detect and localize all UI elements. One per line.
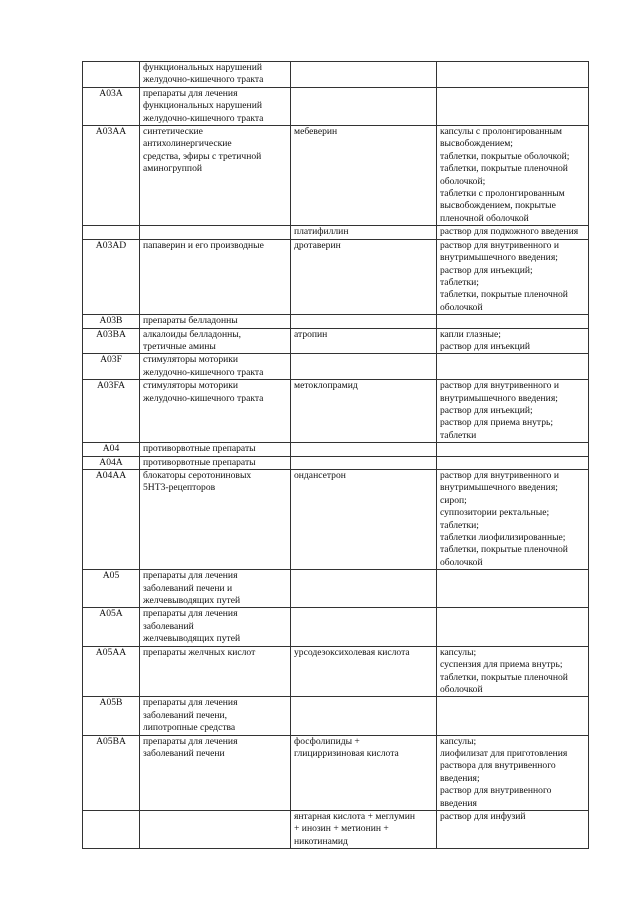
atc-code-cell: A03B xyxy=(83,315,140,328)
cell-line: желудочно-кишечного тракта xyxy=(143,392,264,404)
cell-line: таблетки, покрытые пленочной xyxy=(440,544,568,556)
atc-code-cell: A04 xyxy=(83,443,140,456)
drug-name-cell xyxy=(291,226,437,239)
cell-line: заболеваний печени xyxy=(143,747,225,759)
cell-line: высвобождением; xyxy=(440,138,513,150)
atc-code-cell: A04AA xyxy=(83,470,140,570)
atc-code-cell: A03A xyxy=(83,87,140,125)
cell-line: раствор для внутривенного и xyxy=(440,470,559,481)
cell-line: капсулы; xyxy=(440,735,477,747)
table-row xyxy=(83,697,589,735)
cell-line: раствор для внутривенного и xyxy=(440,239,559,251)
cell-line: препараты желчных кислот xyxy=(143,646,256,658)
table-row xyxy=(83,646,589,697)
cell-line: 5HT3-рецепторов xyxy=(143,482,216,494)
group-cell xyxy=(140,456,291,469)
dosage-form-cell xyxy=(437,470,589,570)
table-row xyxy=(83,570,589,608)
dosage-form-cell xyxy=(437,608,589,646)
cell-line: противорвотные препараты xyxy=(143,456,256,468)
drug-name-cell xyxy=(291,126,437,226)
cell-line: таблетки, покрытые оболочкой; xyxy=(440,150,570,162)
cell-line: раствор для инъекций; xyxy=(440,264,533,276)
table-row xyxy=(83,470,589,570)
table-row xyxy=(83,126,589,226)
table-row xyxy=(83,328,589,354)
cell-line: папаверин и его производные xyxy=(143,239,264,251)
cell-line: заболеваний печени, xyxy=(143,709,228,721)
cell-line: атропин xyxy=(294,328,328,340)
cell-line: противорвотные препараты xyxy=(143,443,256,455)
cell-line: суспензия для приема внутрь; xyxy=(440,659,563,671)
cell-line: аминогруппой xyxy=(143,163,202,175)
cell-line: раствор для внутривенного и xyxy=(440,380,559,392)
drug-name-cell xyxy=(291,315,437,328)
group-cell xyxy=(140,646,291,697)
cell-line: оболочкой xyxy=(440,301,483,313)
cell-line: капли глазные; xyxy=(440,328,501,340)
cell-line: фосфолипиды + xyxy=(294,735,360,747)
group-cell xyxy=(140,87,291,125)
drug-name-cell xyxy=(291,456,437,469)
cell-line: стимуляторы моторики xyxy=(143,354,239,366)
dosage-form-cell xyxy=(437,315,589,328)
table-row xyxy=(83,226,589,239)
drug-name-cell xyxy=(291,646,437,697)
table-row xyxy=(83,239,589,314)
cell-line: сироп; xyxy=(440,494,467,506)
atc-code-cell: A05AA xyxy=(83,646,140,697)
cell-line: желудочно-кишечного тракта xyxy=(143,112,264,124)
table-row xyxy=(83,87,589,125)
table-row xyxy=(83,62,589,88)
cell-line: алкалоиды белладонны, xyxy=(143,328,242,340)
cell-line: заболеваний печени и xyxy=(143,582,233,594)
dosage-form-cell xyxy=(437,126,589,226)
cell-line: препараты белладонны xyxy=(143,315,238,327)
drug-name-cell xyxy=(291,62,437,88)
group-cell xyxy=(140,735,291,810)
cell-line: функциональных нарушений xyxy=(143,62,262,73)
cell-line: стимуляторы моторики xyxy=(143,380,239,392)
cell-line: капсулы; xyxy=(440,646,477,658)
atc-code-cell: A04A xyxy=(83,456,140,469)
group-cell xyxy=(140,354,291,380)
cell-line: платифиллин xyxy=(294,226,349,238)
cell-line: дротаверин xyxy=(294,239,341,251)
cell-line: синтетические xyxy=(143,126,203,138)
cell-line: янтарная кислота + меглумин xyxy=(294,810,415,822)
cell-line: капсулы с пролонгированным xyxy=(440,126,563,138)
cell-line: раствор для инъекций xyxy=(440,340,530,352)
atc-code-cell: A05B xyxy=(83,697,140,735)
group-cell xyxy=(140,697,291,735)
drug-name-cell xyxy=(291,443,437,456)
group-cell xyxy=(140,810,291,848)
cell-line: введения xyxy=(440,797,477,809)
dosage-form-cell xyxy=(437,570,589,608)
group-cell xyxy=(140,126,291,226)
atc-code-cell: A05BA xyxy=(83,735,140,810)
cell-line: мебеверин xyxy=(294,126,338,138)
cell-line: оболочкой xyxy=(440,556,483,568)
cell-line: препараты для лечения xyxy=(143,87,238,99)
dosage-form-cell xyxy=(437,646,589,697)
atc-code-cell: A03F xyxy=(83,354,140,380)
cell-line: раствор для подкожного введения xyxy=(440,226,579,238)
cell-line: ондансетрон xyxy=(294,470,346,481)
cell-line: препараты для лечения xyxy=(143,697,238,709)
dosage-form-cell xyxy=(437,456,589,469)
cell-line: суппозитории ректальные; xyxy=(440,507,550,519)
dosage-form-cell xyxy=(437,226,589,239)
group-cell xyxy=(140,608,291,646)
atc-code-cell: A03AA xyxy=(83,126,140,226)
drug-table xyxy=(82,61,589,849)
dosage-form-cell xyxy=(437,239,589,314)
atc-code-cell: A05 xyxy=(83,570,140,608)
drug-name-cell xyxy=(291,87,437,125)
cell-line: блокаторы серотониновых xyxy=(143,470,252,481)
cell-line: желчевыводящих путей xyxy=(143,595,241,607)
cell-line: таблетки с пролонгированным xyxy=(440,188,565,200)
table-row xyxy=(83,608,589,646)
drug-name-cell xyxy=(291,470,437,570)
table-row xyxy=(83,443,589,456)
cell-line: внутримышечного введения; xyxy=(440,482,558,494)
table-row xyxy=(83,456,589,469)
cell-line: желудочно-кишечного тракта xyxy=(143,366,264,378)
dosage-form-cell xyxy=(437,354,589,380)
drug-table-body xyxy=(83,62,589,849)
atc-code-cell xyxy=(83,62,140,88)
table-row xyxy=(83,380,589,443)
cell-line: заболеваний xyxy=(143,620,194,632)
cell-line: раствор для инъекций; xyxy=(440,404,533,416)
table-row xyxy=(83,810,589,848)
cell-line: препараты для лечения xyxy=(143,608,238,620)
drug-name-cell xyxy=(291,239,437,314)
table-row xyxy=(83,354,589,380)
drug-name-cell xyxy=(291,380,437,443)
cell-line: таблетки, покрытые пленочной xyxy=(440,289,568,301)
cell-line: метоклопрамид xyxy=(294,380,358,392)
dosage-form-cell xyxy=(437,810,589,848)
drug-name-cell xyxy=(291,608,437,646)
cell-line: оболочкой; xyxy=(440,175,486,187)
atc-code-cell: A03FA xyxy=(83,380,140,443)
cell-line: раствора для внутривенного xyxy=(440,760,556,772)
dosage-form-cell xyxy=(437,328,589,354)
cell-line: желчевыводящих путей xyxy=(143,633,241,645)
drug-name-cell xyxy=(291,697,437,735)
cell-line: таблетки; xyxy=(440,276,479,288)
table-row xyxy=(83,735,589,810)
cell-line: липотропные средства xyxy=(143,722,236,734)
dosage-form-cell xyxy=(437,62,589,88)
atc-code-cell: A03BA xyxy=(83,328,140,354)
cell-line: раствор для инфузий xyxy=(440,810,526,822)
cell-line: функциональных нарушений xyxy=(143,100,262,112)
cell-line: пленочной оболочкой xyxy=(440,212,529,224)
drug-name-cell xyxy=(291,810,437,848)
cell-line: третичные амины xyxy=(143,340,216,352)
cell-line: внутримышечного введения; xyxy=(440,392,558,404)
dosage-form-cell xyxy=(437,697,589,735)
table-row xyxy=(83,315,589,328)
atc-code-cell: A05A xyxy=(83,608,140,646)
cell-line: таблетки лиофилизированные; xyxy=(440,532,566,544)
cell-line: лиофилизат для приготовления xyxy=(440,747,568,759)
cell-line: желудочно-кишечного тракта xyxy=(143,74,264,86)
cell-line: препараты для лечения xyxy=(143,735,238,747)
cell-line: таблетки; xyxy=(440,519,479,531)
cell-line: антихолинергические xyxy=(143,138,232,150)
group-cell xyxy=(140,226,291,239)
cell-line: раствор для внутривенного xyxy=(440,785,552,797)
dosage-form-cell xyxy=(437,443,589,456)
group-cell xyxy=(140,62,291,88)
cell-line: урсодезоксихолевая кислота xyxy=(294,646,410,658)
cell-line: таблетки, покрытые пленочной xyxy=(440,163,568,175)
dosage-form-cell xyxy=(437,87,589,125)
atc-code-cell xyxy=(83,810,140,848)
cell-line: препараты для лечения xyxy=(143,570,238,582)
cell-line: никотинамид xyxy=(294,835,348,847)
cell-line: таблетки xyxy=(440,429,477,441)
group-cell xyxy=(140,470,291,570)
dosage-form-cell xyxy=(437,380,589,443)
group-cell xyxy=(140,570,291,608)
cell-line: оболочкой xyxy=(440,683,483,695)
drug-name-cell xyxy=(291,354,437,380)
cell-line: раствор для приема внутрь; xyxy=(440,417,554,429)
dosage-form-cell xyxy=(437,735,589,810)
cell-line: введения; xyxy=(440,772,480,784)
cell-line: средства, эфиры с третичной xyxy=(143,150,262,162)
group-cell xyxy=(140,380,291,443)
drug-name-cell xyxy=(291,570,437,608)
cell-line: таблетки, покрытые пленочной xyxy=(440,671,568,683)
group-cell xyxy=(140,239,291,314)
atc-code-cell xyxy=(83,226,140,239)
cell-line: глицирризиновая кислота xyxy=(294,747,399,759)
cell-line: + инозин + метионин + xyxy=(294,823,389,835)
cell-line: высвобождением, покрытые xyxy=(440,200,556,212)
drug-name-cell xyxy=(291,735,437,810)
group-cell xyxy=(140,328,291,354)
group-cell xyxy=(140,443,291,456)
atc-code-cell: A03AD xyxy=(83,239,140,314)
drug-name-cell xyxy=(291,328,437,354)
cell-line: внутримышечного введения; xyxy=(440,252,558,264)
group-cell xyxy=(140,315,291,328)
